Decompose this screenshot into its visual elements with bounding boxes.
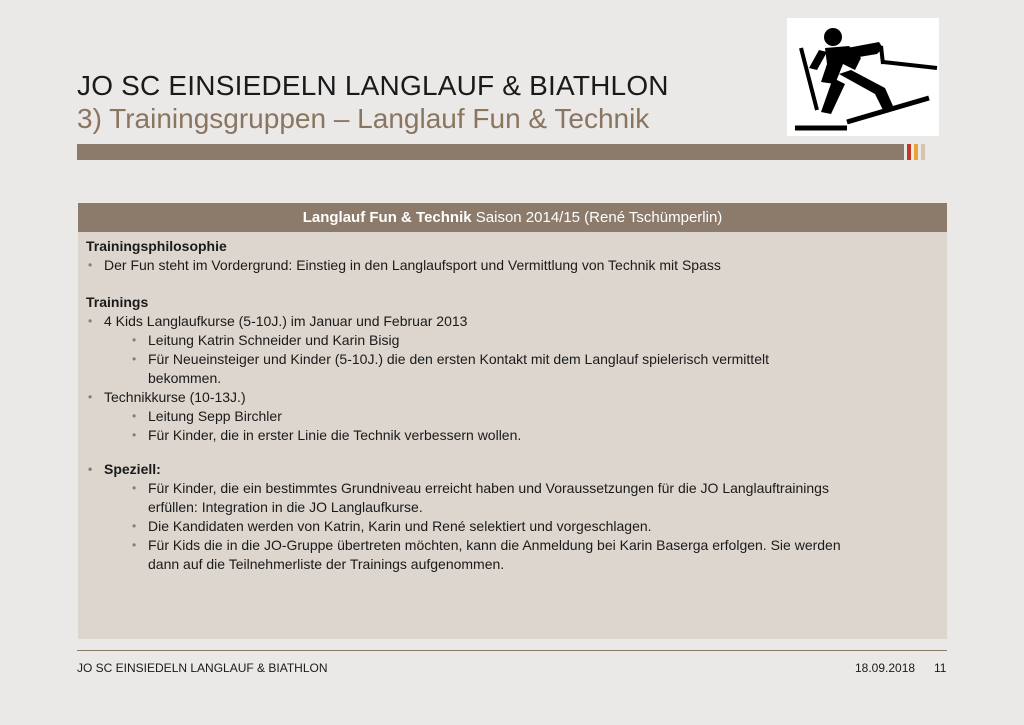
panel-header [78,203,947,232]
list-item: • Für Neueinsteiger und Kinder (5-10J.) die den ersten Kontakt mit dem Langlauf spielerisch vermittelt [86,350,939,369]
list-item-continuation: bekommen. [148,370,222,386]
list-item: • Die Kandidaten werden von Katrin, Karin und René selektiert und vorgeschlagen. [86,517,939,536]
list-item: • Leitung Katrin Schneider und Karin Bisig [86,331,939,350]
list-item-continuation: erfüllen: Integration in die JO Langlaufkurse. [148,499,423,515]
panel-header-rest: Saison 2014/15 (René Tschümperlin) [471,209,723,226]
list-item: • Für Kids die in die JO-Gruppe übertreten möchten, kann die Anmeldung bei Karin Baserga erfolgen. Sie werden [86,536,939,555]
accent-stripes [907,144,925,160]
philosophy-item: • Der Fun steht im Vordergrund: Einstieg in den Langlaufsport und Vermittlung von Technik mit Spass [86,256,939,275]
list-item-continuation: dann auf die Teilnehmerliste der Trainings aufgenommen. [148,556,505,572]
footer-divider [77,650,947,651]
slide-subtitle: 3) Trainingsgruppen – Langlauf Fun & Technik [77,103,650,134]
content-panel [78,203,947,639]
slide-title: JO SC EINSIEDELN LANGLAUF & BIATHLON [77,70,669,101]
accent-stripe-beige [921,144,925,160]
list-item: • 4 Kids Langlaufkurse (5-10J.) im Januar und Februar 2013 [86,312,939,331]
list-item: • Leitung Sepp Birchler [86,407,939,426]
panel-content [78,232,947,574]
panel-header-bold: Langlauf Fun & Technik [302,209,472,226]
list-item: • Für Kinder, die ein bestimmtes Grundniveau erreicht haben und Voraussetzungen für die JO Langlauftrainings [86,479,939,498]
list-item: • Für Kinder, die in erster Linie die Technik verbessern wollen. [86,426,939,445]
list-item: • Technikkurse (10-13J.) [86,388,939,407]
footer-date: 18.09.2018 [855,661,916,675]
title-underline-bar [77,144,904,160]
accent-stripe-red [907,144,911,160]
philosophy-heading: Trainingsphilosophie [86,238,227,254]
accent-stripe-orange [914,144,918,160]
cross-country-skier-icon [787,18,939,136]
page-number: 11 [934,661,947,675]
slide-title-block [77,70,669,136]
speziell-heading: • Speziell: [86,460,939,479]
logo [787,18,939,136]
trainings-heading: Trainings [86,294,149,310]
footer-org: JO SC EINSIEDELN LANGLAUF & BIATHLON [77,661,328,675]
